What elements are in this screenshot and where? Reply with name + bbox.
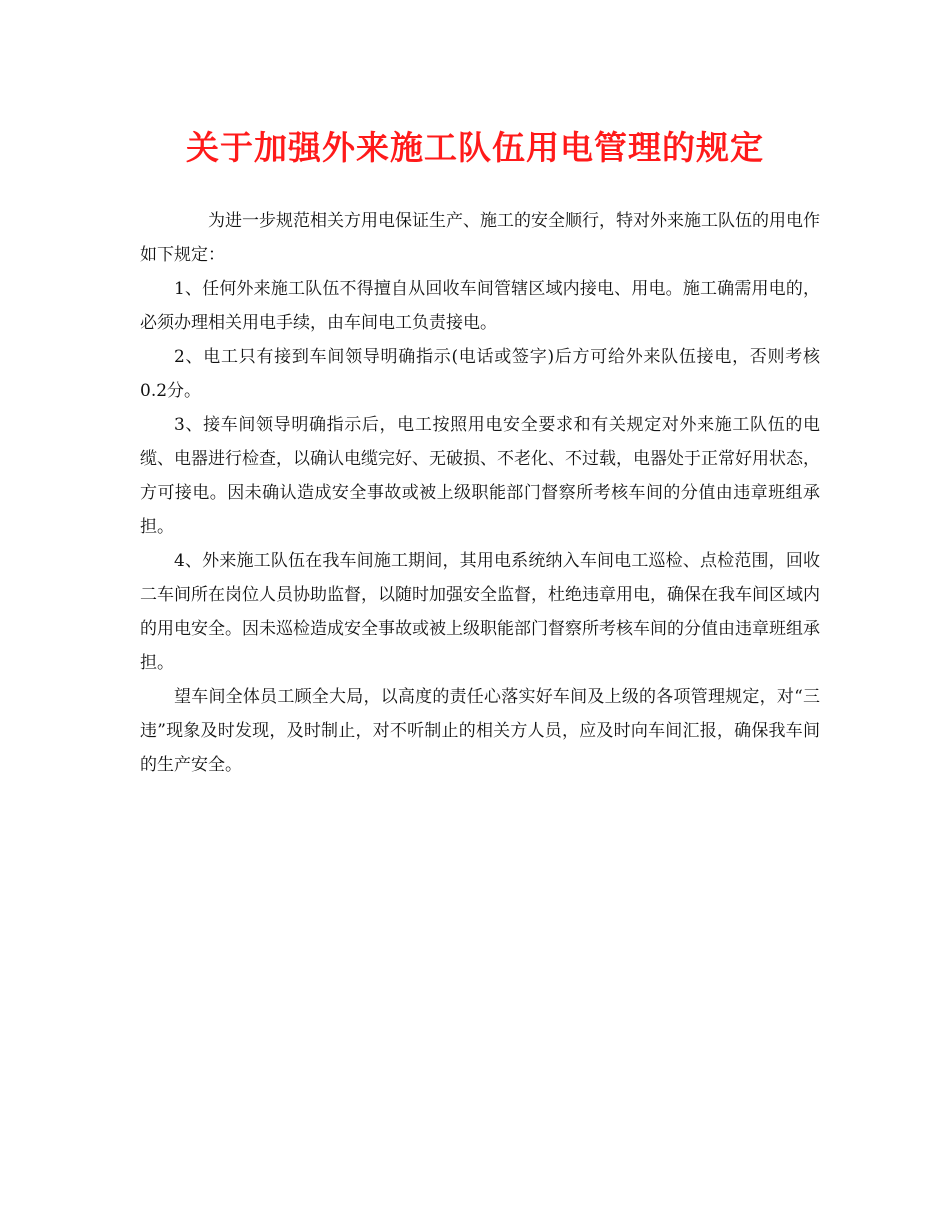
paragraph-closing: 望车间全体员工顾全大局，以高度的责任心落实好车间及上级的各项管理规定，对“三违”现象及时发现，及时制止，对不听制止的相关方人员，应及时向车间汇报，确保我车间的生产安全。	[140, 687, 820, 775]
document-title: 关于加强外来施工队伍用电管理的规定	[186, 128, 764, 167]
paragraph-intro: 为进一步规范相关方用电保证生产、施工的安全顺行，特对外来施工队伍的用电作如下规定：	[140, 211, 820, 265]
paragraph-rule-2: 2、电工只有接到车间领导明确指示(电话或签字)后方可给外来队伍接电，否则考核0.2分。	[140, 347, 820, 401]
document-body	[140, 204, 820, 782]
paragraph-rule-1: 1、任何外来施工队伍不得擅自从回收车间管辖区域内接电、用电。施工确需用电的，必须办理相关用电手续，由车间电工负责接电。	[140, 279, 820, 333]
paragraph-rule-4: 4、外来施工队伍在我车间施工期间，其用电系统纳入车间电工巡检、点检范围，回收二车间所在岗位人员协助监督，以随时加强安全监督，杜绝违章用电，确保在我车间区域内的用电安全。因未巡检造成安全事故或被上级职能部门督察所考核车间的分值由违章班组承担。	[140, 551, 820, 673]
paragraph-rule-3: 3、接车间领导明确指示后，电工按照用电安全要求和有关规定对外来施工队伍的电缆、电器进行检查，以确认电缆完好、无破损、不老化、不过载，电器处于正常好用状态，方可接电。因未确认造成安全事故或被上级职能部门督察所考核车间的分值由违章班组承担。	[140, 415, 820, 537]
